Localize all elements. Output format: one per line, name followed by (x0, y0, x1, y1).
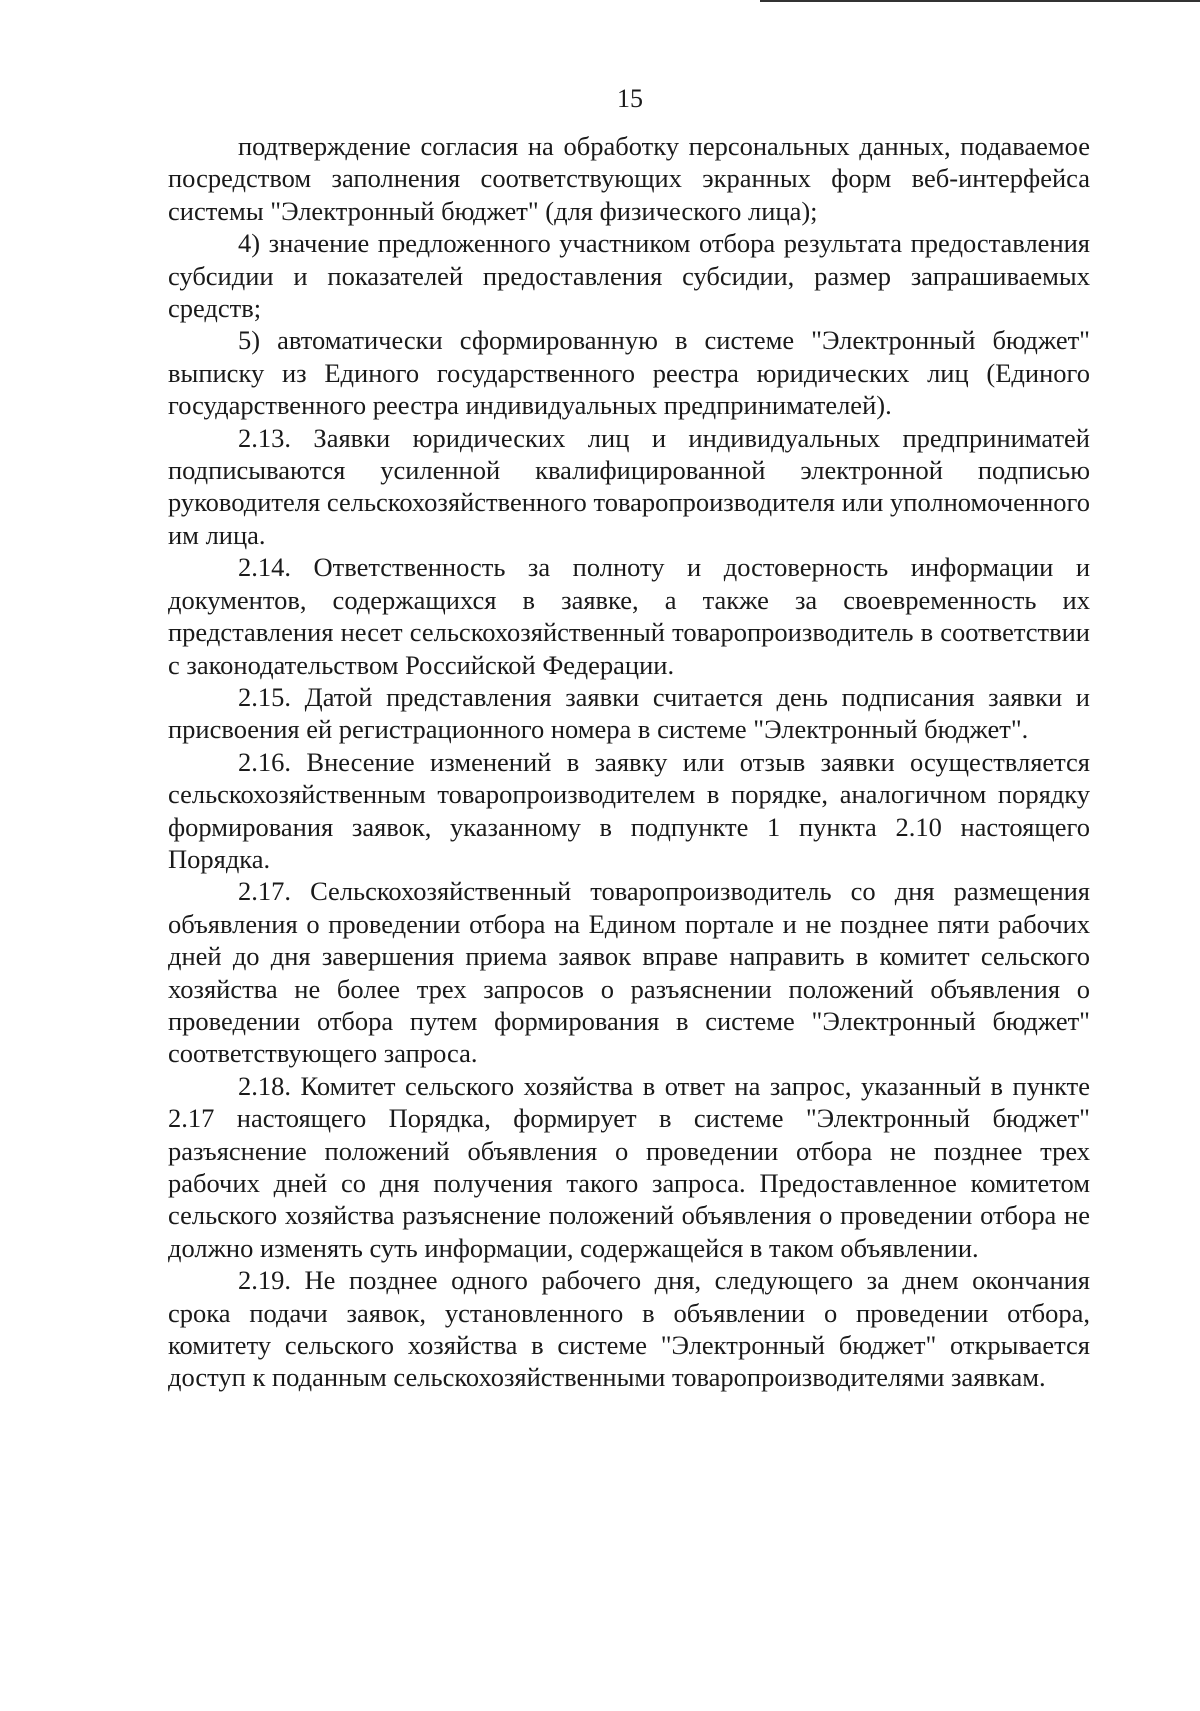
paragraph-consent: подтверждение согласия на обработку персональных данных, подаваемое посредством заполнения соответствующих экранных форм веб-интерфейса системы "Электронный бюджет" (для физического лица); (168, 131, 1090, 226)
document-body (168, 130, 1090, 1394)
paragraph-clause-2-13: 2.13. Заявки юридических лиц и индивидуальных предприниматей подписываются усиленной квалифицированной электронной подписью руководителя сельскохозяйственного товаропроизводителя или уполномоченного им лица. (168, 422, 1090, 550)
paragraph-clause-2-18: 2.18. Комитет сельского хозяйства в ответ на запрос, указанный в пункте 2.17 настоящего Порядка, формирует в системе "Электронный бюджет" разъяснение положений объявления о проведении отбора не позднее трех рабочих дней со дня получения такого запроса. Предоставленное комитетом сельского хозяйства разъяснение положений объявления о проведении отбора не должно изменять суть информации, содержащейся в таком объявлении. (168, 1070, 1090, 1263)
paragraph-clause-2-16: 2.16. Внесение изменений в заявку или отзыв заявки осуществляется сельскохозяйственным товаропроизводителем в порядке, аналогичном порядку формирования заявок, указанному в подпункте 1 пункта 2.10 настоящего Порядка. (168, 746, 1090, 874)
paragraph-clause-2-15: 2.15. Датой представления заявки считается день подписания заявки и присвоения ей регистрационного номера в системе "Электронный бюджет". (168, 681, 1090, 745)
top-edge-rule (760, 0, 1200, 2)
paragraph-item-4: 4) значение предложенного участником отбора результата предоставления субсидии и показателей предоставления субсидии, размер запрашиваемых средств; (168, 228, 1090, 324)
paragraph-clause-2-14: 2.14. Ответственность за полноту и достоверность информации и документов, содержащихся в заявке, а также за своевременность их представления несет сельскохозяйственный товаропроизводитель в соответствии с законодательством Российской Федерации. (168, 552, 1090, 680)
page-number: 15 (617, 84, 643, 113)
paragraph-clause-2-17: 2.17. Сельскохозяйственный товаропроизводитель со дня размещения объявления о проведении отбора на Едином портале и не позднее пяти рабочих дней до дня завершения приема заявок вправе направить в комитет сельского хозяйства не более трех запросов о разъяснении положений объявления о проведении отбора путем формирования в системе "Электронный бюджет" соответствующего запроса. (168, 876, 1090, 1069)
paragraph-item-5: 5) автоматически сформированную в системе "Электронный бюджет" выписку из Единого государственного реестра юридических лиц (Единого государственного реестра индивидуальных предпринимателей). (168, 325, 1090, 421)
paragraph-clause-2-19: 2.19. Не позднее одного рабочего дня, следующего за днем окончания срока подачи заявок, установленного в объявлении о проведении отбора, комитету сельского хозяйства в системе "Электронный бюджет" открывается доступ к поданным сельскохозяйственными товаропроизводителями заявкам. (168, 1265, 1090, 1393)
